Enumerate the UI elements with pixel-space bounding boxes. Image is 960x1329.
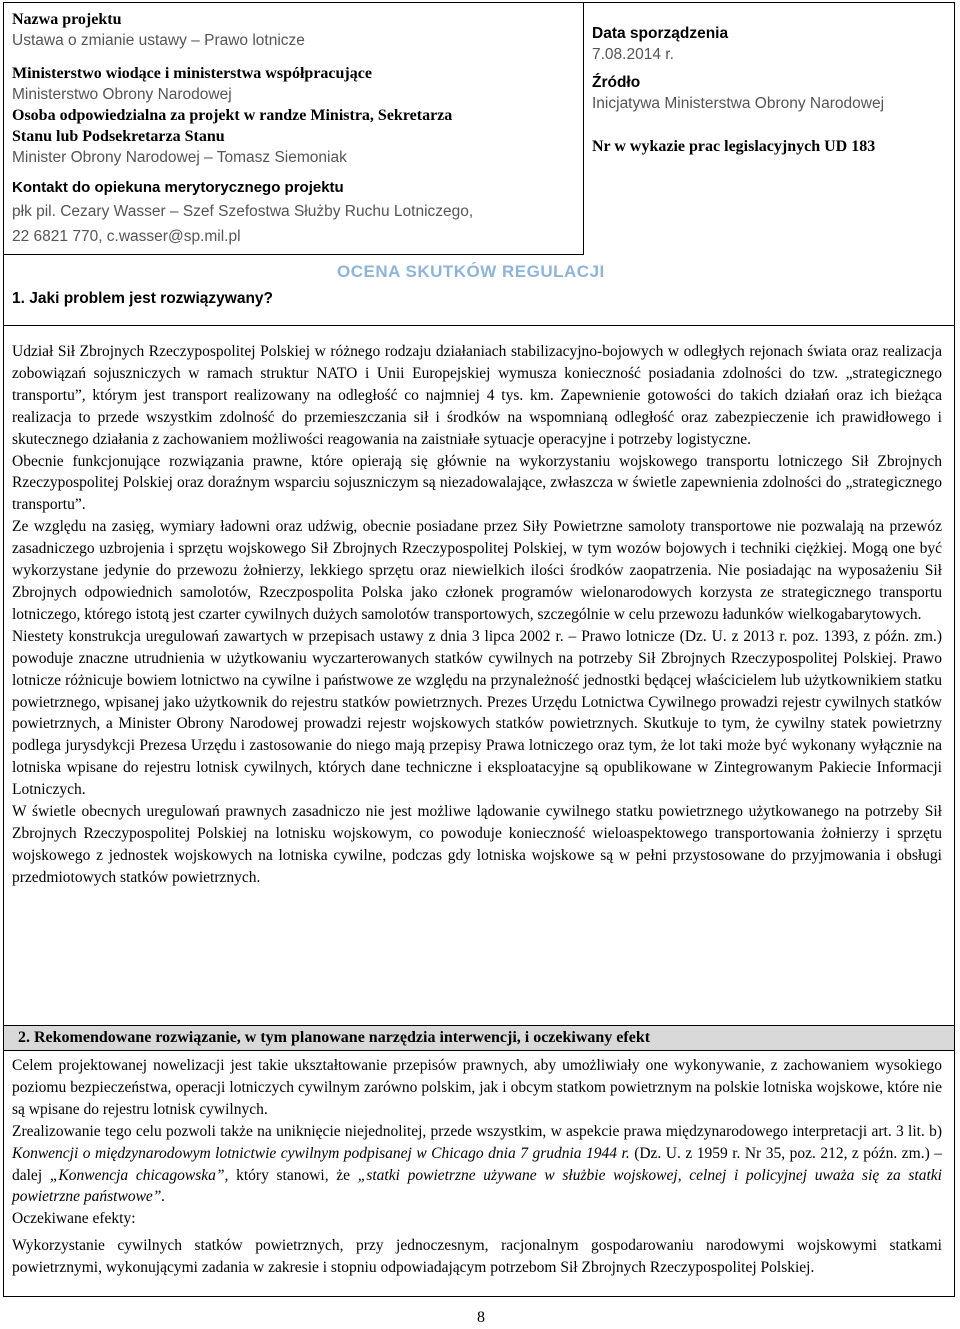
- section-1-paragraph: W świetle obecnych uregulowań prawnych zasadniczo nie jest możliwe lądowanie cywilnego statku powietrznego użytkowanego na potrzeby Sił Zbrojnych Rzeczypospolitej Polskiej na lotnisku wojskowym, co powoduje konieczność wieloaspektowego transportowania żołnierzy i sprzętu wojskowego z jednostek wojskowych na lotniska cywilne, podczas gdy lotniska wojskowe są w pełni przystosowane do przyjmowania i obsługi przedmiotowych statków powietrznych.: [12, 803, 942, 886]
- date-label: Data sporządzenia: [592, 25, 729, 42]
- section-2-heading: 2. Rekomendowane rozwiązanie, w tym planowane narzędzia interwencji, i oczekiwany efekt: [18, 1029, 651, 1046]
- source-value: Inicjatywa Ministerstwa Obrony Narodowej: [592, 95, 885, 112]
- ministry: Ministerstwo Obrony Narodowej: [12, 86, 232, 103]
- document-page: [3, 2, 955, 1297]
- document-title: OCENA SKUTKÓW REGULACJI: [337, 262, 605, 281]
- header-right-panel: [584, 3, 954, 255]
- section-1-paragraph: Ze względu na zasięg, wymiary ładowni oraz udźwig, obecnie posiadane przez Siły Powietrzne samoloty transportowe nie pozwalają na przewóz zasadniczego uzbrojenia i sprzętu wojskowego Sił Zbrojnych Rzeczypospolitej Polskiej, w tym wozów bojowych i techniki ciężkiej. Mogą one być wykorzystane jedynie do przewozu żołnierzy, lekkiego sprzętu oraz niewielkich ilości środków zaopatrzenia. Nie posiadając na wyposażeniu Sił Zbrojnych odpowiednich samolotów, Rzeczpospolita Polska jako członek programów wielonarodowych korzysta ze strategicznego transportu lotniczego, którego istotą jest czarter cywilnych dużych samolotów transportowych, szczególnie w celu przewozu ładunków wielkogabarytowych.: [12, 518, 942, 623]
- section-2-header-bar: [4, 1025, 954, 1051]
- section-1-paragraph: Udział Sił Zbrojnych Rzeczypospolitej Polskiej w różnego rodzaju działaniach stabilizacyjno-bojowych w odległych rejonach świata oraz realizacja zobowiązań sojuszniczych w ramach struktur NATO i Unii Europejskiej wymusza konieczność posiadania zdolności do tzw. „strategicznego transportu”, którym jest transport realizowany na odległość co najmniej 4 tys. km. Zapewnienie gotowości do takich działań oraz ich bieżąca realizacja to przede wszystkim zdolność do przemieszczania sił i środków na wspomnianą odległość oraz zabezpieczenie ich prawidłowego i skutecznego działania z zachowaniem możliwości reagowania na zaistniałe sytuacje operacyjne i potrzeby logistyczne.: [12, 343, 942, 448]
- responsible-label-line2: Stanu lub Podsekretarza Stanu: [12, 128, 225, 145]
- project-name: Ustawa o zmianie ustawy – Prawo lotnicze: [12, 32, 305, 49]
- project-name-label: Nazwa projektu: [12, 11, 122, 28]
- contact-label: Kontakt do opiekuna merytorycznego projektu: [12, 179, 344, 196]
- section-divider: [4, 325, 954, 326]
- convention-title: Konwencji o międzynarodowym lotnictwie cywilnym podpisanej w Chicago dnia 7 grudnia 1944 r.: [12, 1144, 630, 1162]
- expected-effects-label: Oczekiwane efekty:: [12, 1210, 136, 1228]
- ministries-label: Ministerstwo wiodące i ministerstwa współpracujące: [12, 65, 372, 82]
- date-value: 7.08.2014 r.: [592, 46, 674, 63]
- page-number: 8: [477, 1309, 485, 1326]
- responsible-person: Minister Obrony Narodowej – Tomasz Siemoniak: [12, 149, 347, 166]
- convention-short-name: „Konwencja chicagowska”,: [49, 1166, 229, 1184]
- contact-line2: 22 6821 770, c.wasser@sp.mil.pl: [12, 228, 241, 245]
- text-run: który stanowi, że: [228, 1166, 358, 1184]
- header-left-panel: [4, 3, 584, 255]
- convention-quote: „statki powietrzne używane w służbie wojskowej, celnej i policyjnej uważa się za statki powietrzne państwowe”.: [12, 1166, 942, 1206]
- legislative-registry-number: Nr w wykazie prac legislacyjnych UD 183: [592, 138, 876, 155]
- section-1-body: [12, 341, 942, 889]
- section-2-paragraph-convention: [12, 1121, 942, 1209]
- section-1-paragraph: Obecnie funkcjonujące rozwiązania prawne, które opierają się głównie na wykorzystaniu wojskowego transportu lotniczego Sił Zbrojnych Rzeczypospolitej Polskiej oraz doraźnym wsparciu sojuszniczym są niezadowalające, zwłaszcza w świetle zapewnienia zdolności do „strategicznego transportu”.: [12, 452, 942, 514]
- section-1-paragraph: Niestety konstrukcja uregulowań zawartych w przepisach ustawy z dnia 3 lipca 2002 r. – Prawo lotnicze (Dz. U. z 2013 r. poz. 1393, z późn. zm.) powoduje znaczne utrudnienia w użytkowaniu wyczarterowanych statków cywilnych na potrzeby Sił Zbrojnych Rzeczypospolitej Polskiej. Prawo lotnicze różnicuje bowiem lotnictwo na cywilne i państwowe ze względu na przynależność jednostki będącej właścicielem lub użytkownikiem statku powietrznego, wpisanej jako użytkownik do rejestru statków powietrznych. Prezes Urzędu Lotnictwa Cywilnego prowadzi rejestr cywilnych statków powietrznych, a Minister Obrony Narodowej prowadzi rejestr wojskowych statków powietrznych. Skutkuje to tym, że cywilny statek powietrzny podlega jurysdykcji Prezesa Urzędu i zastosowanie do niego mają przepisy Prawa lotniczego oraz tym, że lot taki może być wykonany wyłącznie na lotniska wpisane do rejestru lotnisk cywilnych, których dane techniczne i eksploatacyjne są opublikowane w Zintegrowanym Pakiecie Informacji Lotniczych.: [12, 627, 942, 799]
- section-1-heading: 1. Jaki problem jest rozwiązywany?: [12, 290, 274, 307]
- section-2-body: [12, 1055, 942, 1279]
- contact-line1: płk pil. Cezary Wasser – Szef Szefostwa Służby Ruchu Lotniczego,: [12, 203, 474, 220]
- section-2-paragraph-goal: Celem projektowanej nowelizacji jest takie ukształtowanie przepisów prawnych, aby umożliwiały one wykonywanie, z zachowaniem wysokiego poziomu bezpieczeństwa, operacji lotniczych cywilnym zarówno polskim, jak i obcym statkom powietrznym na polskie lotniska wojskowe, które nie są wpisane do rejestru lotnisk cywilnych.: [12, 1057, 942, 1118]
- text-run: (Dz. U. z 1959 r. Nr 35, poz. 212, z późn. zm.) – dalej: [12, 1144, 942, 1184]
- source-label: Źródło: [592, 74, 641, 91]
- text-run: Zrealizowanie tego celu pozwoli także na uniknięcie niejednolitej, przede wszystkim, w aspekcie prawa międzynarodowego interpretacji art. 3 lit. b): [12, 1122, 942, 1140]
- expected-effects-text: Wykorzystanie cywilnych statków powietrznych, przy jednoczesnym, racjonalnym gospodarowaniu narodowymi wojskowymi statkami powietrznymi, wykonującymi zadania w zakresie i stopniu odpowiadającym potrzebom Sił Zbrojnych Rzeczypospolitej Polskiej.: [12, 1237, 942, 1277]
- responsible-label-line1: Osoba odpowiedzialna za projekt w randze Ministra, Sekretarza: [12, 107, 453, 124]
